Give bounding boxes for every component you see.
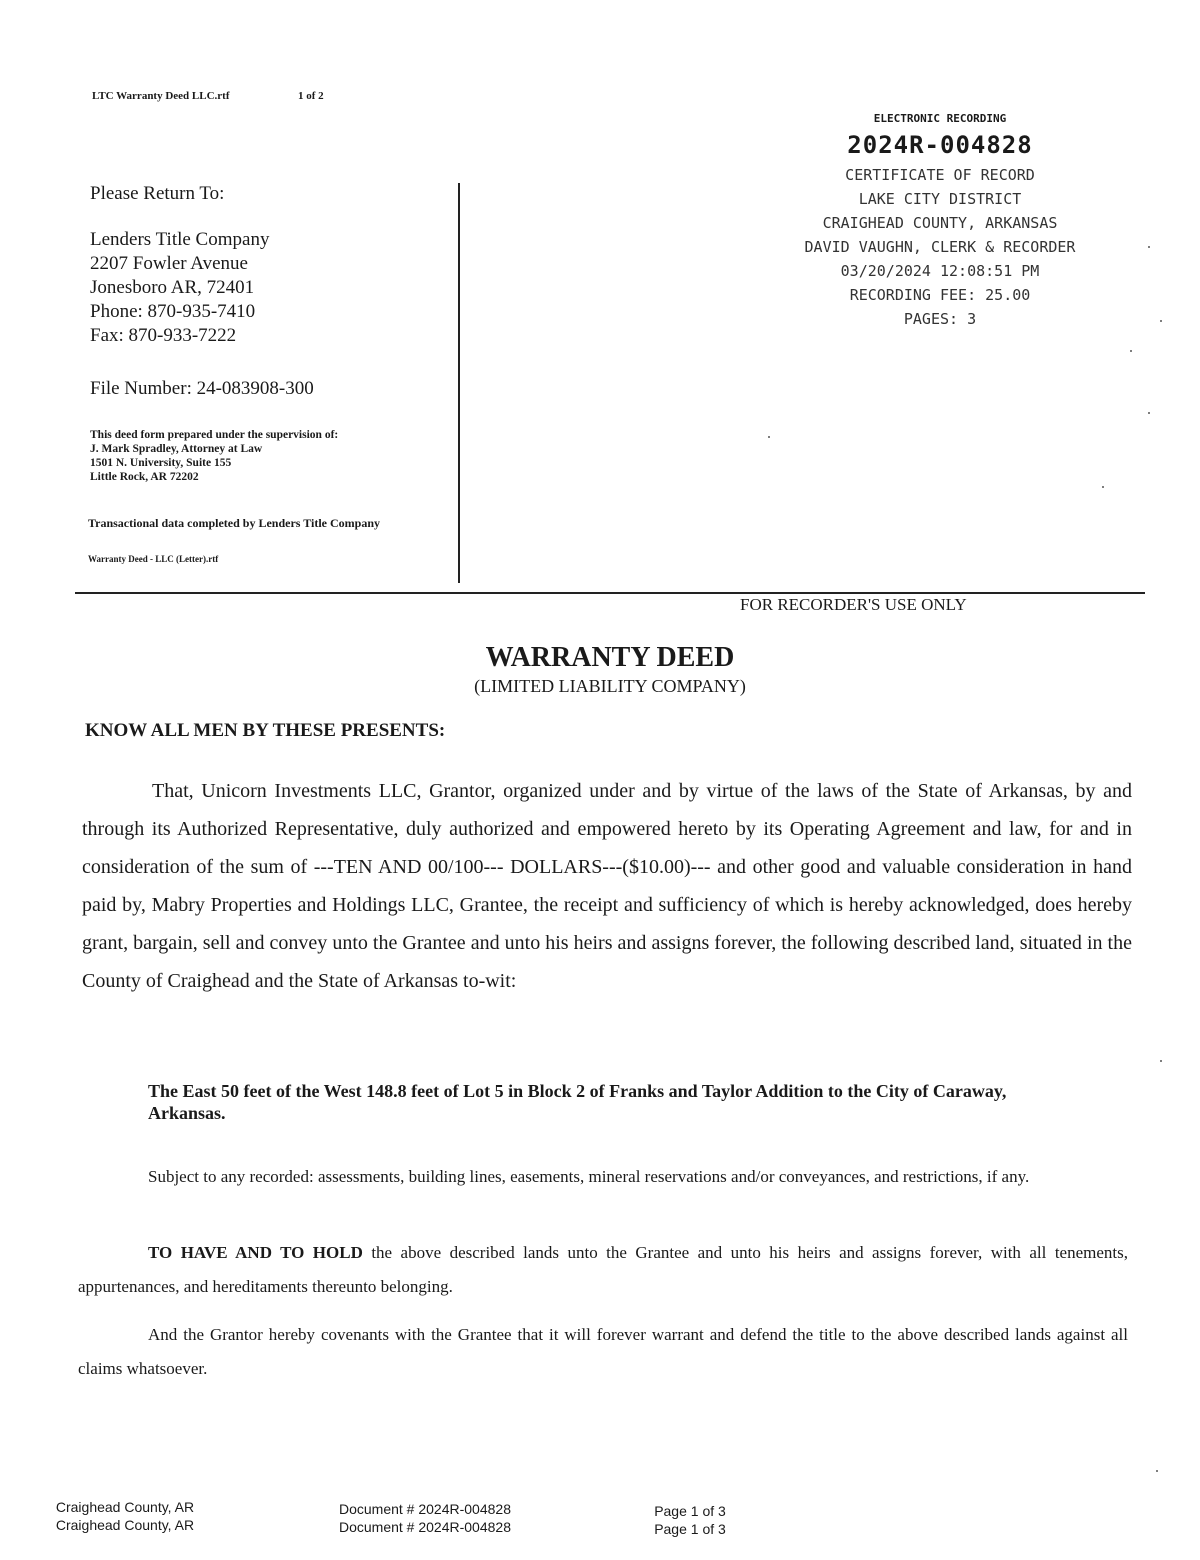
recording-number: 2024R-004828 bbox=[847, 131, 1033, 159]
scan-speck bbox=[1160, 1060, 1162, 1062]
footer-page-line-1: Page 1 of 3 bbox=[654, 1503, 726, 1519]
scan-speck bbox=[1102, 486, 1104, 488]
prepared-by-line-1: This deed form prepared under the supervision of: bbox=[90, 429, 339, 441]
return-address-1: 2207 Fowler Avenue bbox=[90, 253, 248, 274]
scan-speck bbox=[1160, 320, 1162, 322]
footer-document-line-2: Document # 2024R-004828 bbox=[338, 1519, 511, 1535]
recording-label: ELECTRONIC RECORDING bbox=[873, 112, 1007, 125]
footer-page-line-2: Page 1 of 3 bbox=[654, 1521, 726, 1537]
recording-county: CRAIGHEAD COUNTY, ARKANSAS bbox=[822, 214, 1058, 232]
return-phone: Phone: 870-935-7410 bbox=[90, 301, 256, 322]
return-fax: Fax: 870-933-7222 bbox=[90, 325, 237, 346]
scan-speck bbox=[1156, 1470, 1158, 1472]
footer-county bbox=[30, 1498, 220, 1534]
covenant-paragraph: And the Grantor hereby covenants with the Grantee that it will forever warrant and defend the title to the above described lands against all claims whatsoever. bbox=[78, 1325, 1128, 1378]
recorder-use-label: FOR RECORDER'S USE ONLY bbox=[740, 595, 967, 614]
footer-document-line-1: Document # 2024R-004828 bbox=[338, 1501, 511, 1517]
horizontal-divider bbox=[75, 592, 1145, 594]
footer-page bbox=[640, 1502, 740, 1538]
return-to-label: Please Return To: bbox=[90, 183, 225, 204]
habendum-paragraph bbox=[78, 1236, 1128, 1304]
conveyance-paragraph: That, Unicorn Investments LLC, Grantor, organized under and by virtue of the laws of the State of Arkansas, by and through its Authorized Representative, duly authorized and empowered hereto by its Operating Agreement and law, for and in consideration of the sum of ---TEN AND 00/100--- DOLLARS---($10.00)--- and other good and valuable consideration in hand paid by, Mabry Properties and Holdings LLC, Grantee, the receipt and sufficiency of which is hereby acknowledged, does hereby grant, bargain, sell and convey unto the Grantee and unto his heirs and assigns forever, the following described land, situated in the County of Craighead and the State of Arkansas to-wit: bbox=[82, 780, 1132, 992]
recording-clerk: DAVID VAUGHN, CLERK & RECORDER bbox=[804, 238, 1076, 256]
transactional-data-note: Transactional data completed by Lenders Title Company bbox=[88, 516, 381, 530]
recording-fee: RECORDING FEE: 25.00 bbox=[849, 286, 1031, 304]
footer-county-line-2: Craighead County, AR bbox=[55, 1517, 195, 1533]
prepared-by-line-3: 1501 N. University, Suite 155 bbox=[90, 457, 232, 469]
recording-pages: PAGES: 3 bbox=[903, 310, 977, 328]
recording-district: LAKE CITY DISTRICT bbox=[858, 190, 1022, 208]
form-footer-file: Warranty Deed - LLC (Letter).rtf bbox=[88, 554, 219, 564]
header-file-name: LTC Warranty Deed LLC.rtf bbox=[92, 90, 230, 102]
document-subtitle: (LIMITED LIABILITY COMPANY) bbox=[474, 676, 746, 696]
habendum-text: the above described lands unto the Grantee and unto his heirs and assigns forever, with all tenements, appurtenances, and hereditaments thereunto belonging. bbox=[78, 1243, 1128, 1296]
footer-document bbox=[310, 1500, 540, 1536]
recording-datetime: 03/20/2024 12:08:51 PM bbox=[840, 262, 1040, 280]
return-company: Lenders Title Company bbox=[90, 229, 270, 250]
habendum-lead: TO HAVE AND TO HOLD bbox=[148, 1243, 363, 1262]
return-to-block bbox=[90, 182, 450, 348]
vertical-divider bbox=[458, 183, 460, 583]
subject-to-paragraph: Subject to any recorded: assessments, building lines, easements, mineral reservations and/or conveyances, and restrictions, if any. bbox=[148, 1167, 1030, 1186]
recording-certificate: CERTIFICATE OF RECORD bbox=[845, 166, 1035, 184]
footer-county-line-1: Craighead County, AR bbox=[55, 1499, 195, 1515]
prepared-by-block bbox=[90, 428, 338, 484]
recording-stamp bbox=[760, 112, 1120, 331]
know-all-heading: KNOW ALL MEN BY THESE PRESENTS: bbox=[85, 720, 446, 741]
prepared-by-line-2: J. Mark Spradley, Attorney at Law bbox=[90, 443, 263, 455]
return-address-2: Jonesboro AR, 72401 bbox=[90, 277, 255, 298]
prepared-by-line-4: Little Rock, AR 72202 bbox=[90, 471, 199, 483]
scan-speck bbox=[1148, 246, 1150, 248]
scan-speck bbox=[768, 436, 770, 438]
document-title: WARRANTY DEED bbox=[485, 642, 735, 673]
scan-speck bbox=[1130, 350, 1132, 352]
file-number: File Number: 24-083908-300 bbox=[90, 378, 314, 399]
legal-description: The East 50 feet of the West 148.8 feet of Lot 5 in Block 2 of Franks and Taylor Addition to the City of Caraway, Arkansas. bbox=[148, 1081, 1007, 1123]
header-page-of: 1 of 2 bbox=[298, 90, 324, 102]
scan-speck bbox=[1148, 412, 1150, 414]
